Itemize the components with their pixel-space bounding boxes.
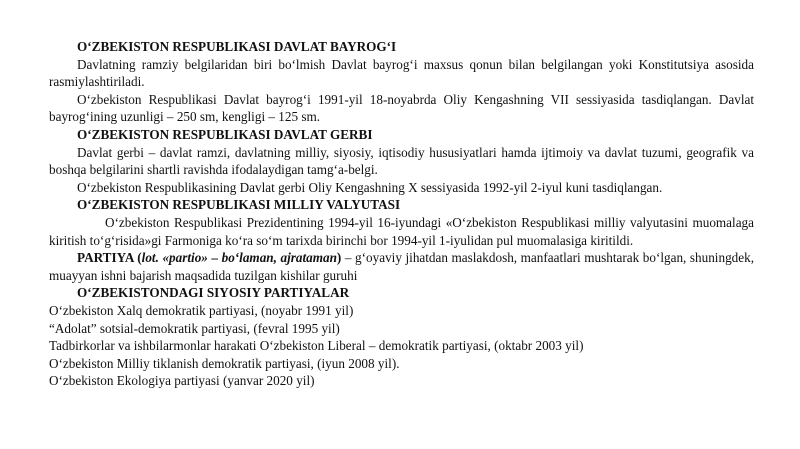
emblem-paragraph-2: O‘zbekiston Respublikasining Davlat gerbi Oliy Kengashning X sessiyasida 1992-yil 2-iyul kuni tasdiqlangan.	[77, 179, 663, 195]
party-list-item: O‘zbekiston Ekologiya partiyasi (yanvar 2020 yil)	[49, 373, 315, 389]
emblem-paragraph-1: Davlat gerbi – davlat ramzi, davlatning milliy, siyosiy, iqtisodiy hususiyatlari hamda ijtimoiy va davlat tuzumi, geografik va boshqa belgilarini shartli ravishda ifodalaydigan tamg‘a-belgi.	[49, 144, 754, 178]
party-term: PARTIYA	[77, 250, 134, 266]
emblem-heading: O‘ZBEKISTON RESPUBLIKASI DAVLAT GERBI	[77, 126, 373, 142]
flag-paragraph-1: Davlatning ramziy belgilaridan biri bo‘lmish Davlat bayrog‘i maxsus qonun bilan belgilangan yoki Konstitutsiya asosida rasmiylashtiriladi.	[49, 56, 754, 90]
party-definition-text: – g‘oyaviy jihatdan maslakdosh, manfaatlari mushtarak bo‘lgan, shuningdek, muayyan ishni bajarish maqsadida tuzilgan kishilar guruhi	[49, 250, 754, 283]
party-list-item: “Adolat” sotsial-demokratik partiyasi, (fevral 1995 yil)	[49, 320, 340, 336]
party-paren-close: )	[336, 250, 342, 266]
party-paren-open: (	[133, 250, 142, 266]
flag-paragraph-2: O‘zbekiston Respublikasi Davlat bayrog‘i 1991-yil 18-noyabrda Oliy Kengashning VII sessiyasida tasdiqlangan. Davlat bayrog‘ining uzunligi – 250 sm, kengligi – 125 sm.	[49, 91, 754, 125]
currency-paragraph: O‘zbekiston Respublikasi Prezidentining 1994-yil 16-iyundagi «O‘zbekiston Respublikasi milliy valyutasini muomalaga kiritish to‘g‘risida»gi Farmoniga ko‘ra so‘m tarixda birinchi bor 1994-yil 1-iyulidan pul muomalasiga kiritildi.	[49, 214, 754, 248]
party-etymology: lot. «partio» – bo‘laman, ajrataman	[141, 250, 337, 266]
party-list-item: Tadbirkorlar va ishbilarmonlar harakati O‘zbekiston Liberal – demokratik partiyasi, (oktabr 2003 yil)	[49, 338, 584, 354]
parties-heading: O‘ZBEKISTONDAGI SIYOSIY PARTIYALAR	[77, 285, 350, 301]
currency-heading: O‘ZBEKISTON RESPUBLIKASI MILLIY VALYUTASI	[77, 197, 401, 213]
party-definition	[49, 249, 754, 284]
party-list-item: O‘zbekiston Milliy tiklanish demokratik partiyasi, (iyun 2008 yil).	[49, 355, 400, 371]
flag-heading: O‘ZBEKISTON RESPUBLIKASI DAVLAT BAYROG‘I	[77, 39, 397, 54]
party-list-item: O‘zbekiston Xalq demokratik partiyasi, (noyabr 1991 yil)	[49, 302, 354, 318]
